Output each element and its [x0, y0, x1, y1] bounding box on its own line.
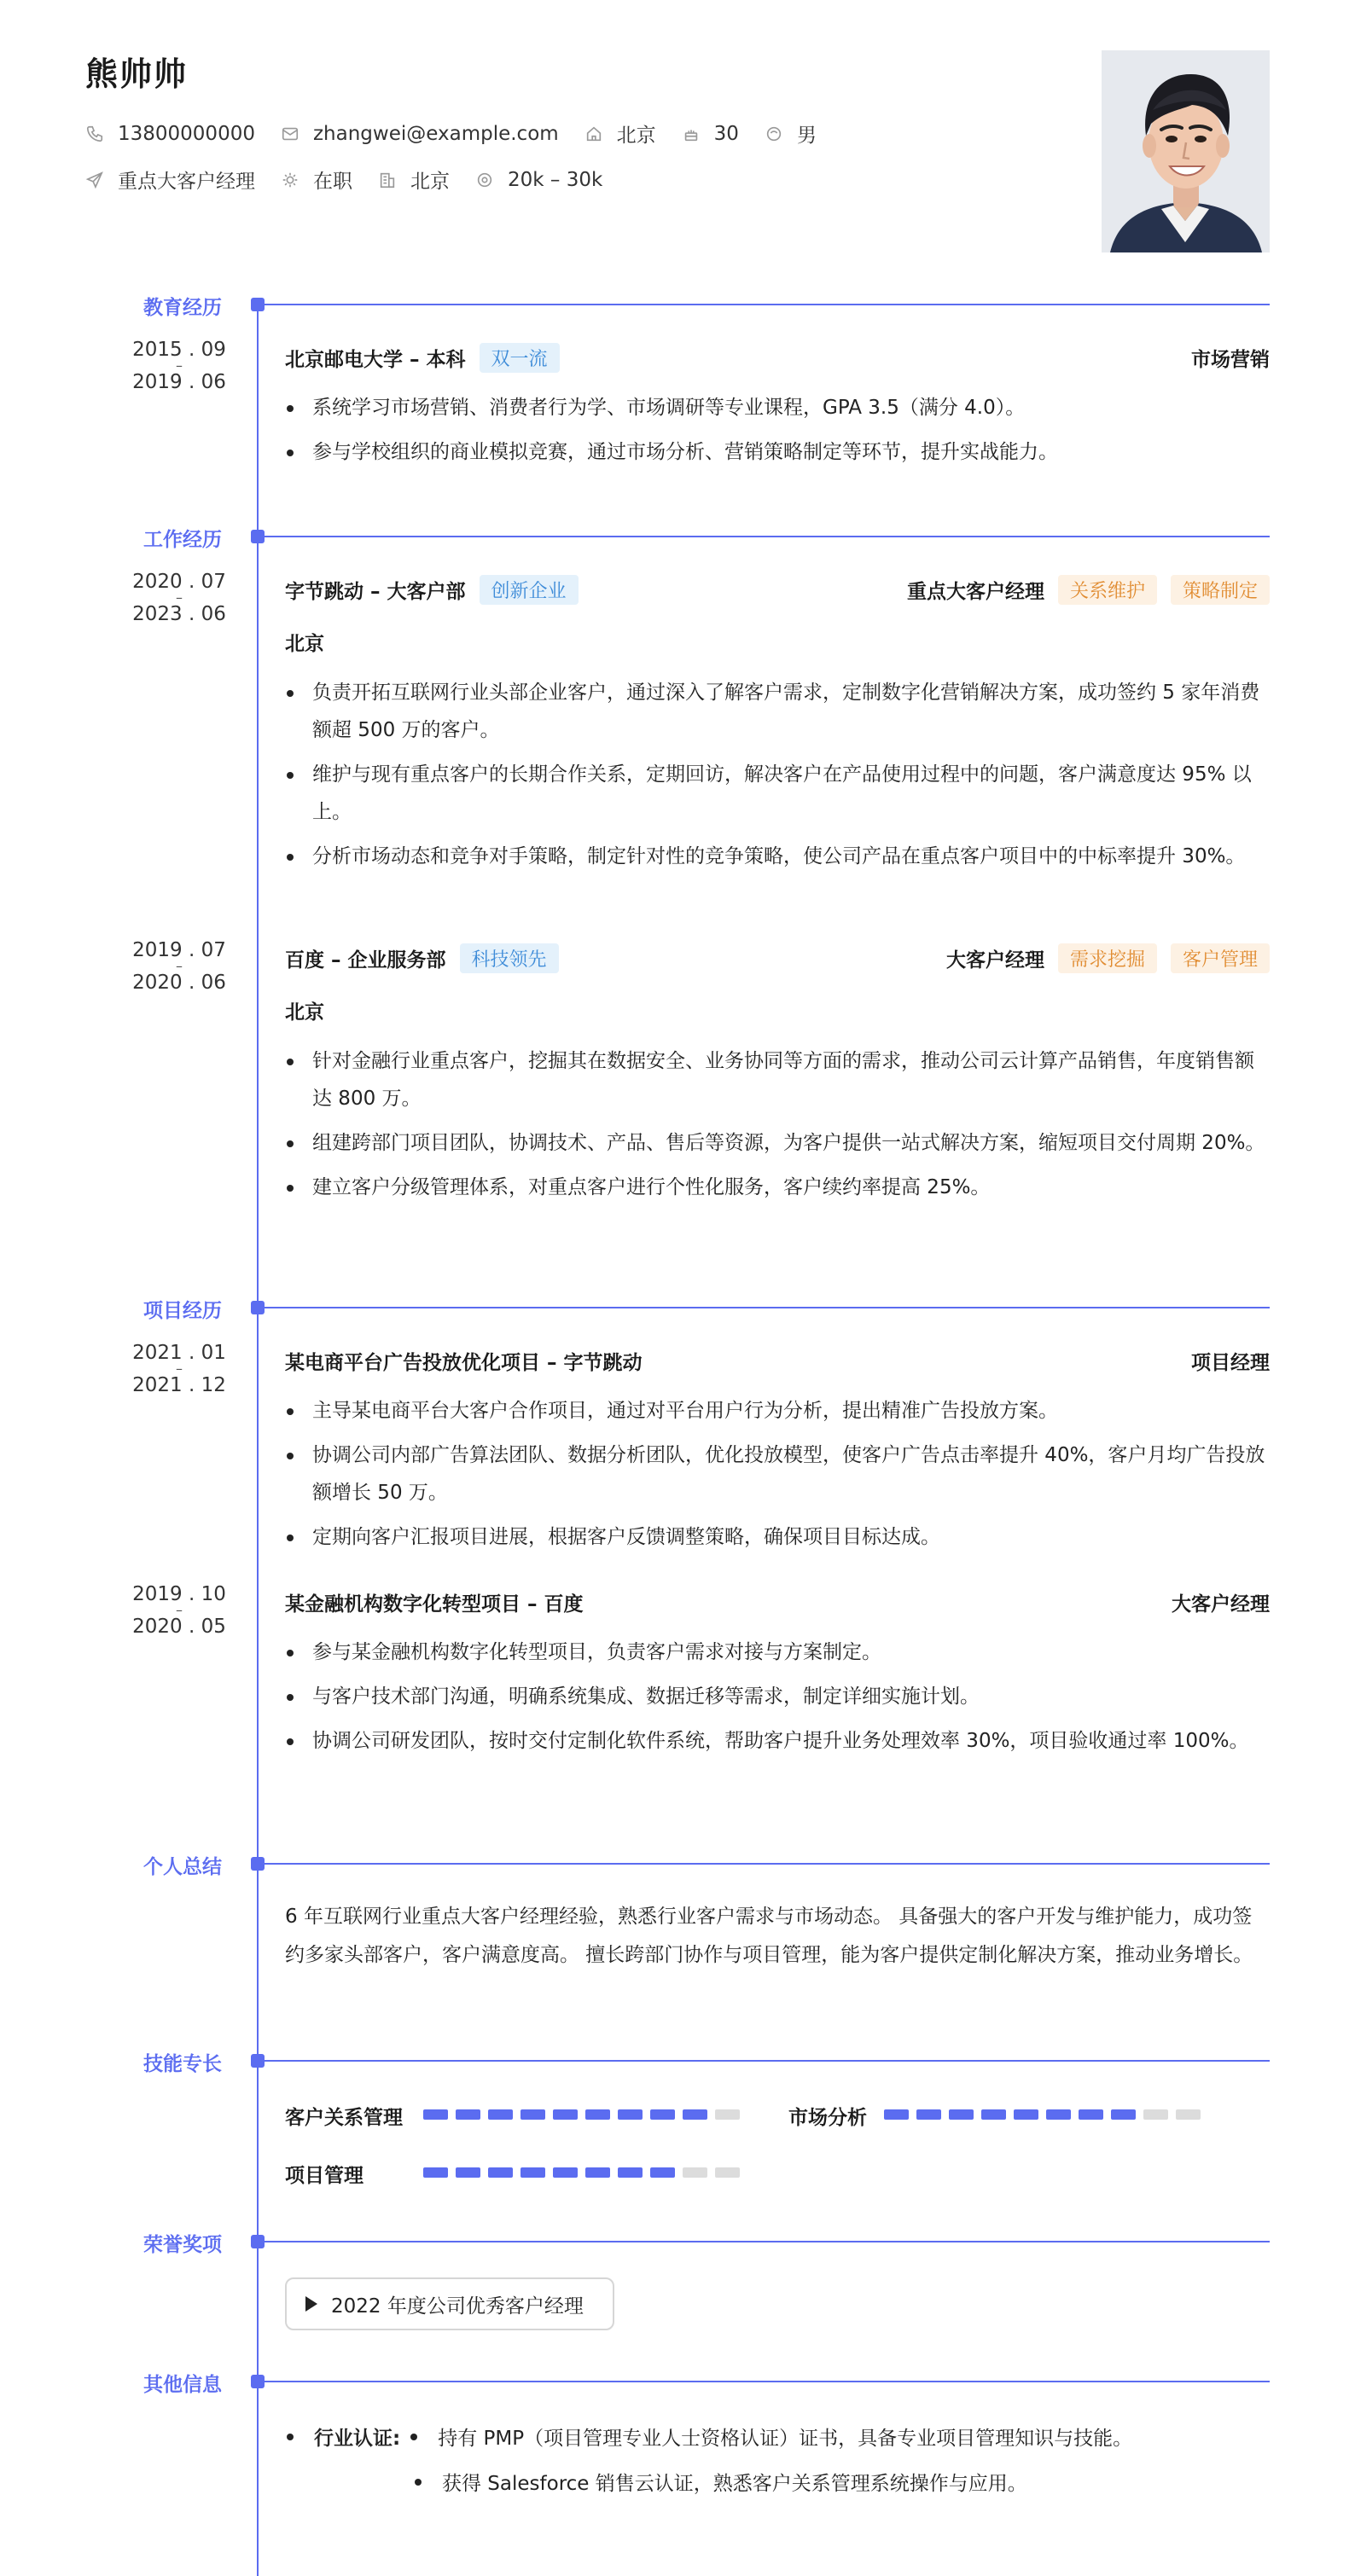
section-title-summary: 个人总结 [143, 1856, 222, 1878]
skill-level-segment [423, 2109, 448, 2120]
school-tag: 双一流 [480, 343, 560, 373]
skill-level-segment [715, 2109, 740, 2120]
list-item: 负责开拓互联网行业头部企业客户，通过深入了解客户需求，定制数字化营销解决方案，成功签约 5 家年消费额超 500 万的客户。 [285, 674, 1270, 749]
date-end: 2021 . 12 [132, 1374, 226, 1396]
section-divider [258, 1863, 1270, 1865]
date-range: 2015 . 09 – 2019 . 06 [132, 339, 226, 393]
list-item: 系统学习市场营销、消费者行为学、市场调研等专业课程，GPA 3.5（满分 4.0）。 [285, 389, 1270, 426]
company-name: 百度 – 企业服务部 [285, 949, 446, 972]
skill-level-segment [916, 2109, 941, 2120]
work-location: 北京 [285, 633, 324, 655]
section-divider [258, 2241, 1270, 2242]
section-title-education: 教育经历 [143, 297, 222, 319]
work-bullets [285, 674, 1270, 882]
date-end: 2020 . 05 [132, 1616, 226, 1638]
age-item [682, 123, 739, 145]
summary-text: 6 年互联网行业重点大客户经理经验，熟悉行业客户需求与市场动态。 具备强大的客户开发与维护能力，成功签约多家头部客户，客户满意度高。 擅长跨部门协作与项目管理，能为客户提供定制化解决方案，推动业务增长。 [285, 1906, 1253, 1966]
position-text: 重点大客户经理 [118, 171, 255, 193]
job-title: 大客户经理 [945, 949, 1044, 972]
skill-name: 项目管理 [285, 2165, 363, 2187]
date-range: 2019 . 10 – 2020 . 05 [132, 1583, 226, 1638]
skill-level-segment [553, 2109, 578, 2120]
status-text: 在职 [313, 171, 352, 193]
skill-level-segment [553, 2167, 578, 2178]
list-item: 组建跨部门项目团队，协调技术、产品、售后等资源，为客户提供一站式解决方案，缩短项目交付周期 20%。 [285, 1124, 1270, 1162]
date-start: 2021 . 01 [132, 1342, 226, 1364]
skill-tag: 关系维护 [1058, 575, 1157, 605]
date-range: 2019 . 07 – 2020 . 06 [132, 939, 226, 994]
work-bullets [285, 1042, 1270, 1213]
project-role: 项目经理 [1191, 1351, 1270, 1374]
list-item: 定期向客户汇报项目进展，根据客户反馈调整策略，确保项目目标达成。 [285, 1518, 1270, 1556]
status-icon [281, 171, 299, 189]
section-divider [258, 2060, 1270, 2062]
skill-level-segment [520, 2167, 545, 2178]
skill-level-bar [884, 2109, 1208, 2120]
skill-level-segment [618, 2167, 643, 2178]
mail-icon [281, 125, 299, 143]
list-item: 与客户技术部门沟通，明确系统集成、数据迁移等需求，制定详细实施计划。 [285, 1678, 1270, 1715]
profile-photo [1102, 50, 1270, 252]
salary-item [475, 169, 602, 191]
skill-level-segment [884, 2109, 909, 2120]
project-bullets [285, 1633, 1270, 1767]
email-item [281, 123, 559, 145]
project-name: 某金融机构数字化转型项目 – 百度 [285, 1593, 584, 1616]
skill-tag: 客户管理 [1171, 943, 1270, 973]
email-text: zhangwei@example.com [312, 122, 559, 145]
gender-icon [765, 125, 783, 143]
project-role: 大客户经理 [1172, 1593, 1270, 1616]
section-divider [258, 536, 1270, 537]
phone-item [85, 123, 255, 145]
list-item: 持有 PMP（项目管理专业人士资格认证）证书，具备专业项目管理知识与技能。 [438, 2428, 1133, 2450]
phone-icon [85, 125, 104, 143]
section-divider [258, 304, 1270, 305]
skill-level-segment [683, 2167, 707, 2178]
gender-text: 男 [796, 125, 817, 147]
city-item [584, 119, 656, 148]
bullet-dot [410, 2434, 417, 2440]
list-item: 参与某金融机构数字化转型项目，负责客户需求对接与方案制定。 [285, 1633, 1270, 1671]
list-item: 协调公司研发团队，按时交付定制化软件系统，帮助客户提升业务处理效率 30%，项目验收通过率 100%。 [285, 1722, 1270, 1760]
skill-level-segment [981, 2109, 1006, 2120]
date-end: 2020 . 06 [132, 972, 226, 994]
date-start: 2020 . 07 [132, 571, 226, 593]
date-range: 2021 . 01 – 2021 . 12 [132, 1342, 226, 1396]
education-bullets [285, 389, 1270, 478]
section-divider [258, 1307, 1270, 1308]
company-tag: 科技领先 [460, 943, 559, 973]
project-name: 某电商平台广告投放优化项目 – 字节跳动 [285, 1351, 643, 1374]
date-end: 2023 . 06 [132, 603, 226, 625]
skill-level-segment [1176, 2109, 1201, 2120]
skill-level-segment [488, 2109, 513, 2120]
award-text: 2022 年度公司优秀客户经理 [331, 2295, 584, 2318]
skill-level-segment [585, 2109, 610, 2120]
section-title-awards: 荣誉奖项 [143, 2234, 222, 2256]
skill-level-segment [456, 2167, 480, 2178]
list-item: 维护与现有重点客户的长期合作关系，定期回访，解决客户在产品使用过程中的问题，客户满意度达 95% 以上。 [285, 756, 1270, 831]
education-item-header [285, 342, 1270, 373]
date-end: 2019 . 06 [132, 371, 226, 393]
skill-level-segment [1143, 2109, 1168, 2120]
candidate-name: 熊帅帅 [85, 55, 189, 93]
building-icon [378, 171, 397, 189]
list-item: 针对金融行业重点客户，挖掘其在数据安全、业务协同等方面的需求，推动公司云计算产品销售，年度销售额达 800 万。 [285, 1042, 1270, 1117]
date-start: 2015 . 09 [132, 339, 226, 361]
job-intent-row [85, 165, 628, 194]
company-tag: 创新企业 [480, 575, 579, 605]
play-icon [305, 2296, 317, 2312]
skill-level-segment [683, 2109, 707, 2120]
phone-text: 13800000000 [118, 122, 255, 145]
skill-level-segment [715, 2167, 740, 2178]
skill-level-segment [1014, 2109, 1038, 2120]
certification-row [285, 2422, 1132, 2451]
skill-level-segment [456, 2109, 480, 2120]
skill-tag: 需求挖掘 [1058, 943, 1157, 973]
skill-level-bar [423, 2109, 747, 2120]
target-city-item [378, 165, 450, 194]
skill-level-segment [1046, 2109, 1071, 2120]
skill-level-segment [618, 2109, 643, 2120]
salary-icon [475, 171, 494, 189]
skill-level-segment [949, 2109, 974, 2120]
major: 市场营销 [1191, 348, 1270, 371]
list-item: 建立客户分级管理体系，对重点客户进行个性化服务，客户续约率提高 25%。 [285, 1169, 1270, 1206]
skill-tag: 策略制定 [1171, 575, 1270, 605]
project-item-header [285, 1345, 1270, 1376]
date-range: 2020 . 07 – 2023 . 06 [132, 571, 226, 625]
skill-level-segment [423, 2167, 448, 2178]
list-item: 获得 Salesforce 销售云认证，熟悉客户关系管理系统操作与应用。 [442, 2473, 1027, 2495]
section-title-other: 其他信息 [143, 2374, 222, 2396]
project-item-header [285, 1587, 1270, 1617]
skill-level-segment [1079, 2109, 1103, 2120]
work-item-header [285, 943, 1270, 973]
list-item: 协调公司内部广告算法团队、数据分析团队，优化投放模型，使客户广告点击率提升 40%，客户月均广告投放额增长 50 万。 [285, 1436, 1270, 1511]
section-title-work: 工作经历 [143, 529, 222, 551]
work-item-header [285, 574, 1270, 605]
list-item: 主导某电商平台大客户合作项目，通过对平台用户行为分析，提出精准广告投放方案。 [285, 1392, 1270, 1430]
salary-text: 20k – 30k [508, 168, 603, 191]
school-name: 北京邮电大学 – 本科 [285, 348, 466, 371]
city-text: 北京 [616, 125, 656, 147]
send-icon [85, 171, 104, 189]
bullet-dot [287, 2434, 294, 2440]
work-location: 北京 [285, 1001, 324, 1024]
date-start: 2019 . 10 [132, 1583, 226, 1605]
section-title-projects: 项目经历 [143, 1300, 222, 1322]
gender-item [765, 119, 817, 148]
date-start: 2019 . 07 [132, 939, 226, 961]
home-icon [584, 125, 603, 143]
skill-level-segment [650, 2109, 675, 2120]
list-item: 分析市场动态和竞争对手策略，制定针对性的竞争策略，使公司产品在重点客户项目中的中标率提升 30%。 [285, 838, 1270, 875]
section-title-skills: 技能专长 [143, 2053, 222, 2075]
skill-name: 客户关系管理 [285, 2107, 403, 2129]
skill-level-segment [520, 2109, 545, 2120]
award-badge [285, 2277, 614, 2330]
section-divider [258, 2381, 1270, 2382]
skill-level-segment [650, 2167, 675, 2178]
project-bullets [285, 1392, 1270, 1563]
skill-level-segment [488, 2167, 513, 2178]
skill-name: 市场分析 [788, 2107, 867, 2129]
certification-label: 行业认证: [314, 2428, 401, 2450]
age-text: 30 [713, 122, 739, 145]
certification-row [415, 2468, 1027, 2496]
age-icon [682, 125, 701, 143]
job-title: 重点大客户经理 [906, 580, 1044, 603]
position-item [85, 165, 255, 194]
bullet-dot [415, 2479, 422, 2486]
skill-level-segment [585, 2167, 610, 2178]
list-item: 参与学校组织的商业模拟竞赛，通过市场分析、营销策略制定等环节，提升实战能力。 [285, 433, 1270, 471]
company-name: 字节跳动 – 大客户部 [285, 580, 466, 603]
contact-row [85, 119, 842, 148]
skill-level-bar [423, 2167, 747, 2178]
target-city-text: 北京 [410, 171, 450, 193]
skill-level-segment [1111, 2109, 1136, 2120]
status-item [281, 165, 352, 194]
